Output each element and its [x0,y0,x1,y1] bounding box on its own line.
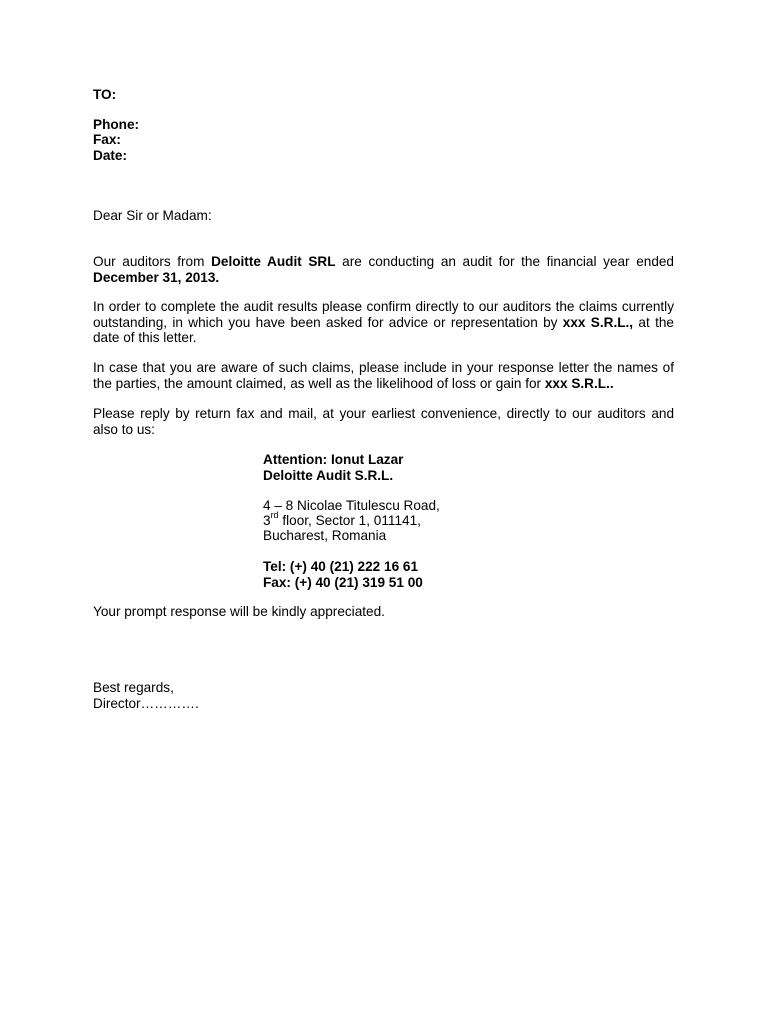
paragraph-reply-instructions: Please reply by return fax and mail, at your earliest convenience, directly to our auditors and also to us: [93,406,674,437]
paragraph-claims-details [93,360,674,391]
street-line: 4 – 8 Nicolae Titulescu Road, [263,498,440,513]
to-label: TO: [93,87,117,102]
floor-number: 3 [263,513,271,528]
city-line: Bucharest, Romania [263,528,387,543]
financial-year-end: December 31, 2013. [93,269,220,285]
fax-label: Fax: [93,132,121,147]
p2-text-c: at the date of this letter. [93,314,674,346]
director-signature-line: Director…………. [93,696,199,711]
client-name: xxx S.R.L., [562,314,634,330]
floor-line [263,510,421,529]
attention-line: Attention: Ionut Lazar [263,452,404,467]
paragraph-confirm-claims [93,299,674,346]
p2-text-a: In order to complete the audit results please confirm directly to our auditors the claims currently outstanding, in which you have been asked for advice or representation by [93,299,674,330]
floor-rest: floor, Sector 1, 011141, [278,513,421,528]
p1-text-c: are conducting an audit for the financial year ended [335,254,674,269]
p3-text-a: In case that you are aware of such claims, please include in your response letter the names of the parties, the amount claimed, as well as the likelihood of loss or gain for [93,360,674,391]
paragraph-audit-intro [93,254,674,285]
auditor-name: Deloitte Audit SRL [211,254,336,269]
company-line: Deloitte Audit S.R.L. [263,468,394,483]
p1-text-a: Our auditors from [93,254,212,269]
salutation: Dear Sir or Madam: [93,208,212,223]
fax-line: Fax: (+) 40 (21) 319 51 00 [263,575,423,590]
phone-label: Phone: [93,117,140,132]
closing-line: Your prompt response will be kindly appreciated. [93,604,385,619]
client-name-2: xxx S.R.L.. [544,375,614,391]
floor-suffix: rd [270,510,279,521]
best-regards: Best regards, [93,680,174,695]
tel-line: Tel: (+) 40 (21) 222 16 61 [263,559,419,574]
date-label: Date: [93,148,127,163]
